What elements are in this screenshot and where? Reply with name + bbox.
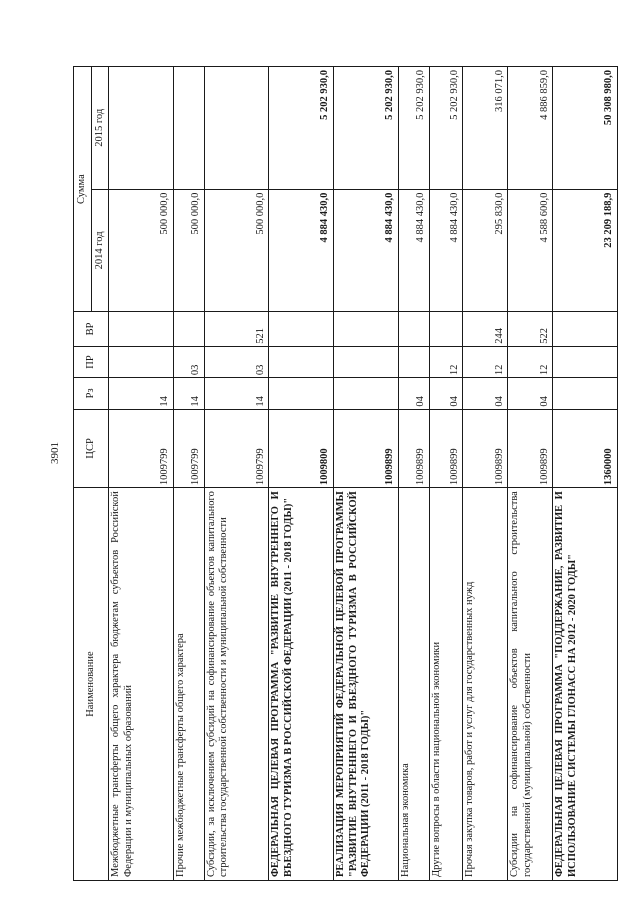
row-name: Прочая закупка товаров, работ и услуг для государственных нужд (463, 488, 508, 881)
header-name: Наименование (74, 488, 109, 881)
row-sum-2014: 295 830,0 (463, 189, 508, 312)
table-row (508, 67, 553, 881)
row-rz: 14 (109, 378, 174, 409)
table-row (463, 67, 508, 881)
row-csr: 1360000 (553, 409, 618, 488)
table-row (109, 67, 174, 881)
table-row (204, 67, 269, 881)
row-sum-2015 (173, 67, 204, 190)
row-name: Другие вопросы в области национальной экономики (429, 488, 463, 881)
row-sum-2014: 4 884 430,0 (429, 189, 463, 312)
table-row (398, 67, 429, 881)
row-sum-2015: 5 202 930,0 (429, 67, 463, 190)
row-pr (109, 346, 174, 377)
row-vr (398, 312, 429, 347)
table-row (269, 67, 334, 881)
row-rz (553, 378, 618, 409)
row-vr: 244 (463, 312, 508, 347)
row-pr (269, 346, 334, 377)
row-pr (334, 346, 399, 377)
row-name: РЕАЛИЗАЦИЯ МЕРОПРИЯТИЙ ФЕДЕРАЛЬНОЙ ЦЕЛЕВОЙ ПРОГРАММЫ "РАЗВИТИЕ ВНУТРЕННЕГО И ВЪЕЗДНОГО ТУРИЗМА В РОССИЙСКОЙ ФЕДЕРАЦИИ (2011 - 2018 ГОДЫ)" (334, 488, 399, 881)
row-sum-2015 (109, 67, 174, 190)
row-name: Прочие межбюджетные трансферты общего характера (173, 488, 204, 881)
row-sum-2015 (204, 67, 269, 190)
page-number: 3901 (49, 442, 61, 464)
row-pr: 03 (204, 346, 269, 377)
header-vr: ВР (74, 312, 109, 347)
header-csr: ЦСР (74, 409, 109, 488)
row-pr: 12 (463, 346, 508, 377)
row-sum-2014: 500 000,0 (204, 189, 269, 312)
budget-table (73, 66, 618, 881)
row-sum-2015: 5 202 930,0 (334, 67, 399, 190)
row-name: Национальная экономика (398, 488, 429, 881)
table-row (553, 67, 618, 881)
row-vr (553, 312, 618, 347)
row-sum-2014: 4 884 430,0 (269, 189, 334, 312)
row-csr: 1009899 (398, 409, 429, 488)
row-vr (429, 312, 463, 347)
row-sum-2014: 4 588 600,0 (508, 189, 553, 312)
row-pr: 12 (508, 346, 553, 377)
row-pr (553, 346, 618, 377)
row-name: ФЕДЕРАЛЬНАЯ ЦЕЛЕВАЯ ПРОГРАММА "РАЗВИТИЕ ВНУТРЕННЕГО И ВЪЕЗДНОГО ТУРИЗМА В РОССИЙСКОЙ ФЕДЕРАЦИИ (2011 - 2018 ГОДЫ)" (269, 488, 334, 881)
row-sum-2014: 4 884 430,0 (334, 189, 399, 312)
row-pr: 03 (173, 346, 204, 377)
header-year-2015: 2015 год (91, 67, 109, 190)
row-sum-2015: 5 202 930,0 (398, 67, 429, 190)
row-vr: 522 (508, 312, 553, 347)
table-body (109, 67, 618, 881)
row-rz: 04 (508, 378, 553, 409)
row-sum-2015: 316 071,0 (463, 67, 508, 190)
row-name: Межбюджетные трансферты общего характера бюджетам субъектов Российской Федерации и муниципальных образований (109, 488, 174, 881)
budget-table-container (73, 66, 618, 881)
row-vr (269, 312, 334, 347)
row-rz: 04 (398, 378, 429, 409)
table-row (429, 67, 463, 881)
header-year-2014: 2014 год (91, 189, 109, 312)
header-sum: Сумма (74, 67, 92, 312)
row-pr (398, 346, 429, 377)
row-rz: 04 (429, 378, 463, 409)
row-rz: 04 (463, 378, 508, 409)
table-header (74, 67, 109, 881)
header-rz: Рз (74, 378, 109, 409)
row-name: Субсидии на софинансирование объектов капитального строительства государственной (муниципальной) собственности (508, 488, 553, 881)
row-sum-2014: 500 000,0 (109, 189, 174, 312)
row-vr (109, 312, 174, 347)
row-sum-2014: 500 000,0 (173, 189, 204, 312)
row-rz: 14 (204, 378, 269, 409)
row-sum-2015: 4 886 859,0 (508, 67, 553, 190)
row-sum-2015: 50 308 980,0 (553, 67, 618, 190)
row-csr: 1009800 (269, 409, 334, 488)
row-csr: 1009899 (508, 409, 553, 488)
row-sum-2015: 5 202 930,0 (269, 67, 334, 190)
row-csr: 1009899 (463, 409, 508, 488)
row-name: ФЕДЕРАЛЬНАЯ ЦЕЛЕВАЯ ПРОГРАММА "ПОДДЕРЖАНИЕ, РАЗВИТИЕ И ИСПОЛЬЗОВАНИЕ СИСТЕМЫ ГЛОНАСС НА 2012 - 2020 ГОДЫ" (553, 488, 618, 881)
row-rz (269, 378, 334, 409)
row-rz: 14 (173, 378, 204, 409)
table-row (173, 67, 204, 881)
row-vr: 521 (204, 312, 269, 347)
row-vr (334, 312, 399, 347)
row-sum-2014: 4 884 430,0 (398, 189, 429, 312)
row-csr: 1009799 (109, 409, 174, 488)
row-sum-2014: 23 209 188,9 (553, 189, 618, 312)
row-name: Субсидии, за исключением субсидий на софинансирование объектов капитального строительства государственной собственности и муниципальной собственности (204, 488, 269, 881)
row-csr: 1009899 (334, 409, 399, 488)
row-rz (334, 378, 399, 409)
row-csr: 1009899 (429, 409, 463, 488)
header-pr: ПР (74, 346, 109, 377)
row-csr: 1009799 (204, 409, 269, 488)
row-pr: 12 (429, 346, 463, 377)
row-vr (173, 312, 204, 347)
table-row (334, 67, 399, 881)
row-csr: 1009799 (173, 409, 204, 488)
